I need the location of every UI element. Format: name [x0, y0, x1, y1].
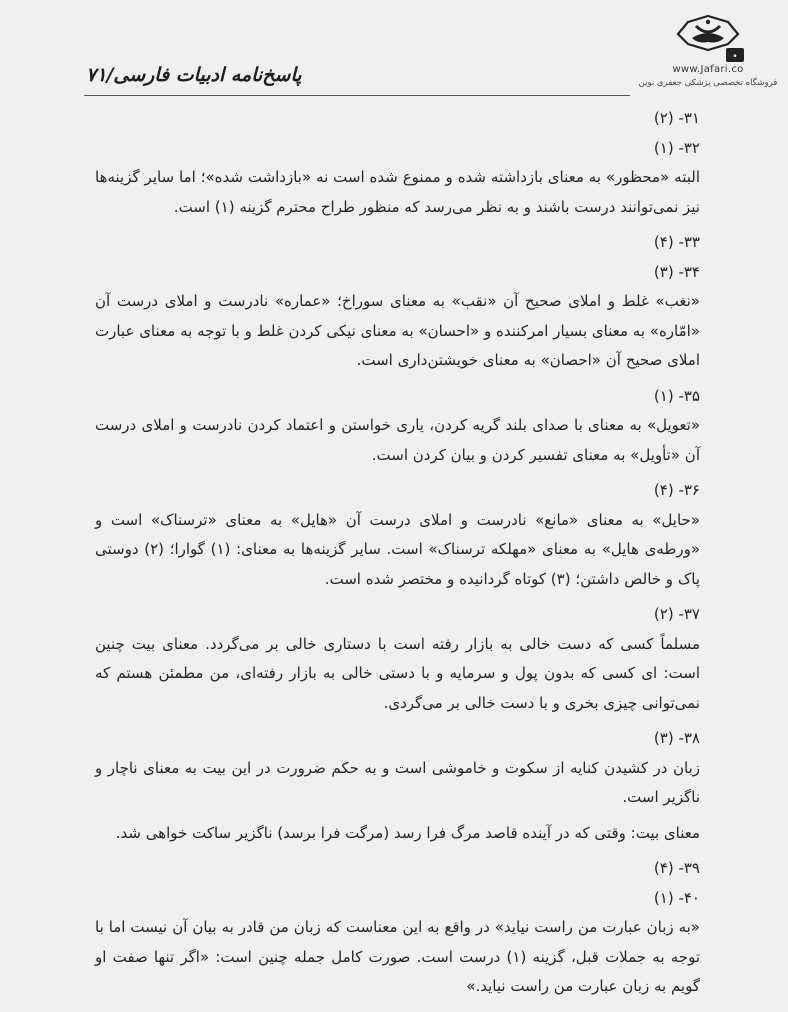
question-answer-number: ۳۲- (۱): [653, 138, 700, 157]
publisher-url: www.Jafari.co: [672, 64, 744, 75]
question-answer-number: ۳۳- (۴): [653, 233, 700, 251]
question-answer-number: ۳۷- (۲): [653, 605, 700, 623]
running-title: پاسخ‌نامه ادبیات فارسی/۷۱: [86, 64, 302, 86]
explanation-paragraph: مسلماً کسی که دست خالی به بازار رفته است با دستاری خالی بر می‌گردد. معنای بیت چنین است: ای کسی که بدون پول و سرمایه و با دستی خالی به بازار رفته‌ای، من مطمئن هستم که نمی‌توانی چیزی بخری و با دست خالی بر می‌گردی.: [95, 634, 700, 712]
explanation-paragraph: «حایل» به معنای «مانع» نادرست و املای درست آن «هایل» به معنای «ترسناک» است و «ورطه‌ی هایل» به معنای «مهلکه ترسناک» است. سایر گزینه‌ها به معنای: (۱) گوارا؛ (۲) دوستی پاک و خالص داشتن؛ (۳) کوتاه گردانیده و مختصر شده است.: [95, 510, 700, 588]
explanation-paragraph: «به زبان عبارت من راست نیاید» در واقع به این معناست که زبان من قادر به بیان آن نیست اما با توجه به جملات قبل، گزینه (۱) درست است. صورت کامل جمله چنین است: «اگر تنها صفت او گویم به زبان عبارت من راست نیاید.»: [95, 918, 700, 995]
publisher-logo: [638, 14, 778, 100]
question-answer-number: ۳۹- (۴): [653, 859, 700, 877]
publisher-caption: فروشگاه تخصصی پزشکی جعفری نوین: [638, 78, 778, 88]
question-answer-number: ۳۵- (۱): [653, 386, 700, 405]
publisher-logo-icon: [666, 14, 750, 68]
explanation-paragraph: زبان در کشیدن کنایه از سکوت و خاموشی است و به حکم ضرورت در این بیت به معنای ناچار و ناگزیر است.: [95, 758, 700, 806]
explanation-paragraph: البته «محظور» به معنای بازداشته شده و ممنوع شده است نه «بازداشت شده»؛ اما سایر گزینه‌ها نیز نمی‌توانند درست باشند و به نظر می‌رسد که منظور طراح محترم گزینه (۱) است.: [95, 168, 700, 216]
question-answer-number: ۳۸- (۳): [653, 729, 700, 747]
question-answer-number: ۳۶- (۴): [653, 481, 700, 499]
question-answer-number: ۳۱- (۲): [653, 109, 700, 127]
question-answer-number: ۴۰- (۱): [653, 888, 700, 907]
question-answer-number: ۳۴- (۳): [653, 262, 700, 281]
page-header: [0, 0, 788, 108]
explanation-paragraph: «تعویل» به معنای با صدای بلند گریه کردن، یاری خواستن و اعتماد کردن نادرست و املای درست آن «تأویل» به معنای تفسیر کردن و بیان کردن است.: [95, 416, 700, 464]
svg-text:•: •: [732, 52, 738, 62]
answer-key-content: [95, 104, 700, 1008]
explanation-paragraph: «نغب» غلط و املای صحیح آن «نقب» به معنای سوراخ؛ «عماره» نادرست و املای درست آن «امّاره» به معنای بسیار امرکننده و «احسان» به معنای نیکی کردن غلط و با توجه به معنای عبارت املای صحیح آن «احصان» به معنای خویشتن‌داری است.: [95, 292, 700, 369]
explanation-paragraph: معنای بیت: وقتی که در آینده قاصد مرگ فرا رسد (مرگت فرا برسد) ناگزیر ساکت خواهی شد.: [115, 823, 700, 842]
header-rule: [84, 95, 630, 96]
